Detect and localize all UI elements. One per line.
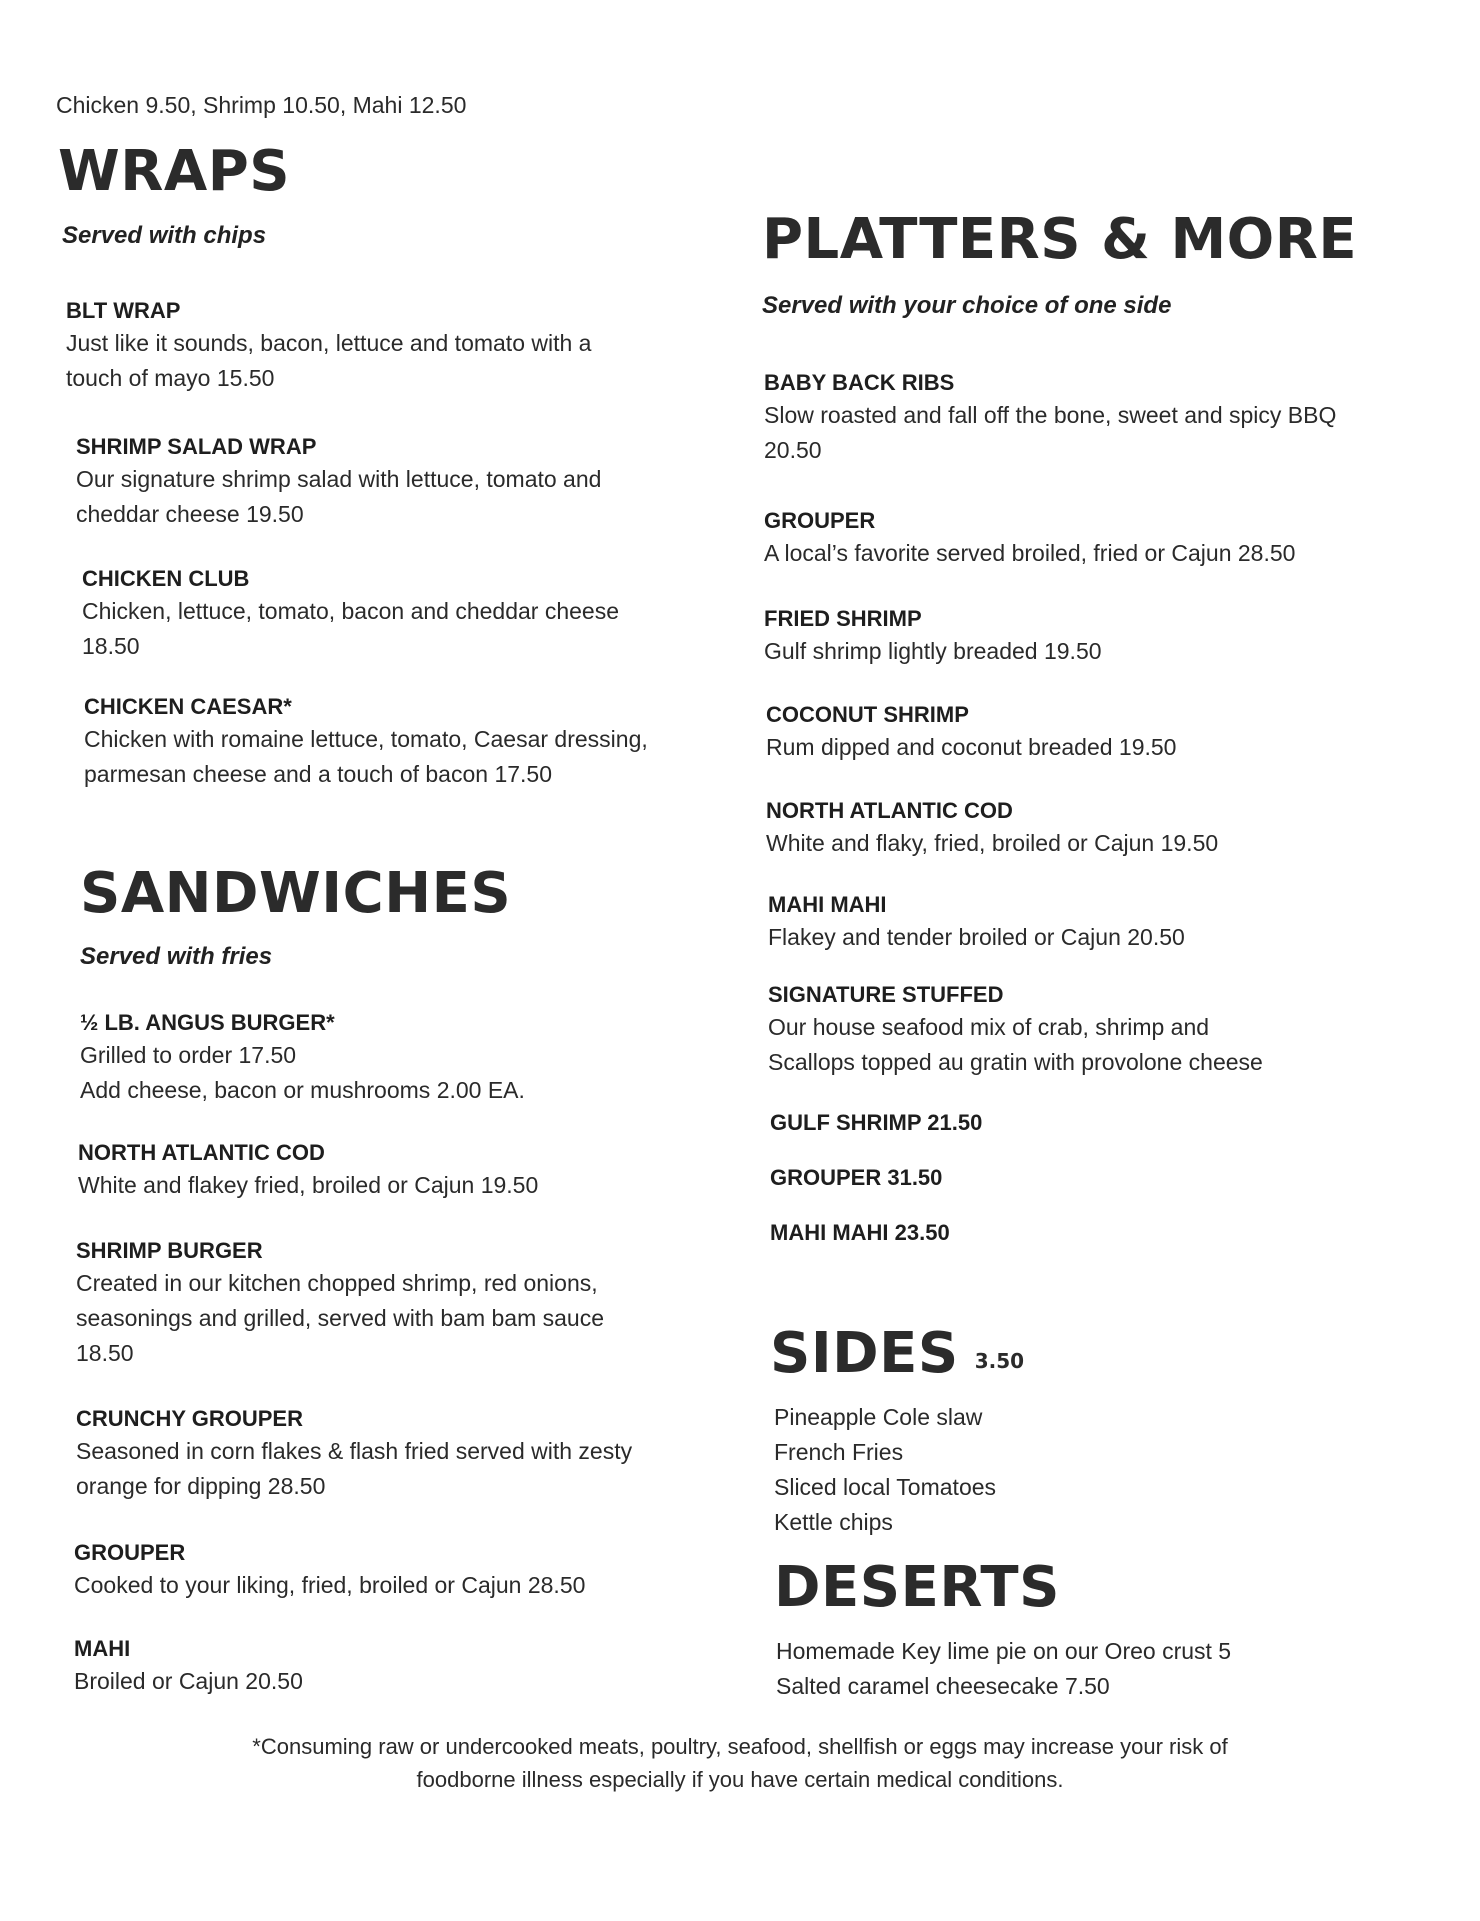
wraps-item	[82, 564, 619, 664]
desert-item: Homemade Key lime pie on our Oreo crust 5	[776, 1638, 1232, 1664]
platters-item	[768, 980, 1263, 1080]
platters-item	[764, 506, 1295, 571]
top-price-note: Chicken 9.50, Shrimp 10.50, Mahi 12.50	[56, 92, 467, 118]
platters-title: PLATTERS & MORE	[762, 207, 1358, 272]
item-description: Broiled or Cajun 20.50	[74, 1668, 303, 1694]
item-name: SHRIMP SALAD WRAP	[76, 434, 317, 459]
item-description: White and flakey fried, broiled or Cajun 19.50	[78, 1172, 539, 1198]
sandwiches-subtitle: Served with fries	[80, 943, 273, 970]
sides-title	[770, 1322, 1024, 1393]
platters-item	[766, 700, 1176, 765]
sandwiches-item	[76, 1404, 632, 1504]
item-name: MAHI MAHI	[768, 892, 887, 917]
item-name: ½ LB. ANGUS BURGER*	[80, 1010, 335, 1035]
item-description: Our signature shrimp salad with lettuce, tomato and cheddar cheese 19.50	[76, 466, 602, 527]
item-description: Just like it sounds, bacon, lettuce and tomato with a touch of mayo 15.50	[66, 330, 592, 391]
item-name: FRIED SHRIMP	[764, 606, 922, 631]
item-description: Gulf shrimp lightly breaded 19.50	[764, 638, 1102, 664]
item-name: BLT WRAP	[66, 298, 181, 323]
item-name: CHICKEN CAESAR*	[84, 694, 292, 719]
platters-item	[764, 604, 1102, 669]
stuffed-option: MAHI MAHI 23.50	[770, 1220, 950, 1245]
sandwiches-item	[80, 1008, 525, 1108]
sides-title-text: SIDES	[770, 1321, 959, 1386]
side-item: Sliced local Tomatoes	[774, 1474, 997, 1500]
sides-price: 3.50	[974, 1349, 1025, 1373]
item-description: Grilled to order 17.50 Add cheese, bacon or mushrooms 2.00 EA.	[80, 1042, 525, 1103]
sandwiches-title: SANDWICHES	[80, 861, 512, 926]
sandwiches-item	[74, 1634, 303, 1699]
food-safety-disclaimer: *Consuming raw or undercooked meats, poultry, seafood, shellfish or eggs may increase your risk of foodborne illness especially if you have certain medical conditions.	[252, 1734, 1228, 1792]
wraps-subtitle: Served with chips	[62, 222, 267, 249]
side-item: French Fries	[774, 1439, 904, 1465]
wraps-item	[76, 432, 601, 532]
item-description: Slow roasted and fall off the bone, sweet and spicy BBQ 20.50	[764, 402, 1337, 463]
item-description: Rum dipped and coconut breaded 19.50	[766, 734, 1177, 760]
platters-subtitle: Served with your choice of one side	[762, 292, 1172, 319]
item-name: GROUPER	[764, 508, 876, 533]
stuffed-option: GROUPER 31.50	[770, 1165, 943, 1190]
platters-item	[764, 368, 1336, 468]
item-name: COCONUT SHRIMP	[766, 702, 969, 727]
stuffed-option: GULF SHRIMP 21.50	[770, 1110, 983, 1135]
item-description: Chicken, lettuce, tomato, bacon and cheddar cheese 18.50	[82, 598, 620, 659]
sides-list	[774, 1400, 996, 1540]
item-name: SHRIMP BURGER	[76, 1238, 263, 1263]
item-description: White and flaky, fried, broiled or Cajun 19.50	[766, 830, 1219, 856]
item-name: NORTH ATLANTIC COD	[78, 1140, 325, 1165]
item-name: CRUNCHY GROUPER	[76, 1406, 303, 1431]
wraps-title: WRAPS	[58, 139, 291, 204]
sandwiches-item	[74, 1538, 585, 1603]
item-description: Our house seafood mix of crab, shrimp and Scallops topped au gratin with provolone cheese	[768, 1014, 1263, 1075]
item-name: SIGNATURE STUFFED	[768, 982, 1004, 1007]
item-description: Flakey and tender broiled or Cajun 20.50	[768, 924, 1185, 950]
item-description: Chicken with romaine lettuce, tomato, Caesar dressing, parmesan cheese and a touch of bacon 17.50	[84, 726, 648, 787]
item-name: GROUPER	[74, 1540, 186, 1565]
sandwiches-item	[76, 1236, 604, 1371]
item-name: CHICKEN CLUB	[82, 566, 250, 591]
deserts-list	[776, 1634, 1231, 1704]
sandwiches-item	[78, 1138, 538, 1203]
item-name: BABY BACK RIBS	[764, 370, 955, 395]
side-item: Pineapple Cole slaw	[774, 1404, 983, 1430]
wraps-item	[66, 296, 591, 396]
item-description: Cooked to your liking, fried, broiled or Cajun 28.50	[74, 1572, 586, 1598]
item-description: A local’s favorite served broiled, fried or Cajun 28.50	[764, 540, 1296, 566]
desert-item: Salted caramel cheesecake 7.50	[776, 1673, 1110, 1699]
item-name: NORTH ATLANTIC COD	[766, 798, 1013, 823]
item-description: Created in our kitchen chopped shrimp, red onions, seasonings and grilled, served with bam bam sauce 18.50	[76, 1270, 605, 1366]
item-name: MAHI	[74, 1636, 131, 1661]
wraps-item	[84, 692, 648, 792]
platters-item	[768, 890, 1185, 955]
platters-item	[766, 796, 1218, 861]
deserts-title: DESERTS	[774, 1555, 1060, 1620]
item-description: Seasoned in corn flakes & flash fried served with zesty orange for dipping 28.50	[76, 1438, 633, 1499]
side-item: Kettle chips	[774, 1509, 893, 1535]
